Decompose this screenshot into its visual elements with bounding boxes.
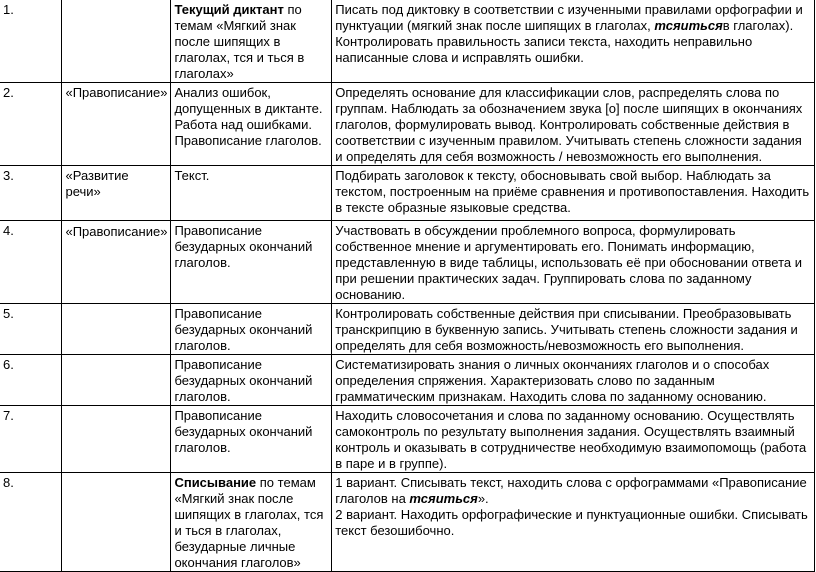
row-number: 4. (0, 221, 62, 304)
variant-2: 2 вариант. Находить орфографические и пунктуационные ошибки. Списывать текст безошибочно. (335, 507, 808, 538)
row-number: 1. (0, 0, 62, 83)
activity-cell: Подбирать заголовок к тексту, обосновывать свой выбор. Наблюдать за текстом, построенным на приёме сравнения и противопоставления. Находить в тексте образные языковые средства. (332, 166, 815, 221)
topic-cell (171, 0, 332, 83)
activity-emphasis: тсяиться (654, 18, 723, 33)
section-cell (62, 355, 171, 406)
topic-text: по темам «Мягкий знак после шипящих в глаголах, тся и ться в глаголах, безударные личные окончания глаголов» (174, 475, 324, 570)
activity-text-end: в глаголах). Контролировать правильность записи текста, находить неправильно написанные слова и исправлять ошибки. (335, 18, 794, 65)
table-row (0, 83, 815, 166)
table-row (0, 221, 815, 304)
section-cell (62, 0, 171, 83)
row-number: 8. (0, 473, 62, 572)
topic-text: по темам «Мягкий знак после шипящих в глаголах, тся и ться в глаголах» (174, 2, 305, 81)
section-cell (62, 473, 171, 572)
activity-cell: Контролировать собственные действия при списывании. Преобразовывать транскрипцию в буквенную запись. Учитывать степень сложности задания и определять для себя возможность/невозможность его выполнения. (332, 304, 815, 355)
section-cell (62, 304, 171, 355)
activity-cell: Определять основание для классификации слов, распределять слова по группам. Наблюдать за обозначением звука [о] после шипящих в окончаниях глаголов, формулировать вывод. Контролировать собственные действия в соответствии с изученным правилом. Учитывать степень сложности задания и определять для себя возможность / невозможность его выполнения. (332, 83, 815, 166)
section-cell: «Правописание» (62, 221, 171, 304)
table-row (0, 355, 815, 406)
section-cell (62, 406, 171, 473)
row-number: 2. (0, 83, 62, 166)
activity-cell (332, 473, 815, 572)
row-number: 5. (0, 304, 62, 355)
topic-cell: Правописание безударных окончаний глаголов. (171, 221, 332, 304)
variant-1-emphasis: тсяиться (409, 491, 478, 506)
topic-cell: Правописание безударных окончаний глаголов. (171, 406, 332, 473)
topic-cell: Анализ ошибок, допущенных в диктанте. Работа над ошибками. Правописание глаголов. (171, 83, 332, 166)
topic-cell (171, 473, 332, 572)
activity-cell: Находить словосочетания и слова по заданному основанию. Осуществлять самоконтроль по результату выполнения задания. Осуществлять взаимный контроль и оказывать в сотрудничестве необходимую взаимопомощь (работа в паре и в группе). (332, 406, 815, 473)
topic-cell: Правописание безударных окончаний глаголов. (171, 304, 332, 355)
topic-cell: Текст. (171, 166, 332, 221)
activity-cell (332, 0, 815, 83)
row-number: 7. (0, 406, 62, 473)
activity-text: Писать под диктовку в соответствии с изученными правилами орфографии и пунктуации (мягкий знак после шипящих в глаголах, (335, 2, 803, 33)
topic-bold: Списывание (174, 475, 257, 490)
table-row (0, 0, 815, 83)
section-cell: «Правописание» (62, 83, 171, 166)
variant-1-end: ». (477, 491, 489, 506)
row-number: 3. (0, 166, 62, 221)
section-cell: «Развитие речи» (62, 166, 171, 221)
variant-1 (335, 475, 811, 507)
activity-cell: Участвовать в обсуждении проблемного вопроса, формулировать собственное мнение и аргументировать его. Понимать информацию, представленную в виде таблицы, использовать её при обосновании ответа и при решении практических задач. Группировать слова по заданному основанию. (332, 221, 815, 304)
variant-1-text: 1 вариант. Списывать текст, находить слова с орфограммами «Правописание глаголов на (335, 475, 807, 506)
topic-bold: Текущий диктант (174, 2, 284, 17)
table-row (0, 406, 815, 473)
table-row (0, 304, 815, 355)
row-number: 6. (0, 355, 62, 406)
topic-cell: Правописание безударных окончаний глаголов. (171, 355, 332, 406)
activity-cell: Систематизировать знания о личных окончаниях глаголов и о способах определения спряжения. Характеризовать слово по заданным грамматическим признакам. Находить слова по заданному основанию. (332, 355, 815, 406)
table-row (0, 166, 815, 221)
table-row (0, 473, 815, 572)
